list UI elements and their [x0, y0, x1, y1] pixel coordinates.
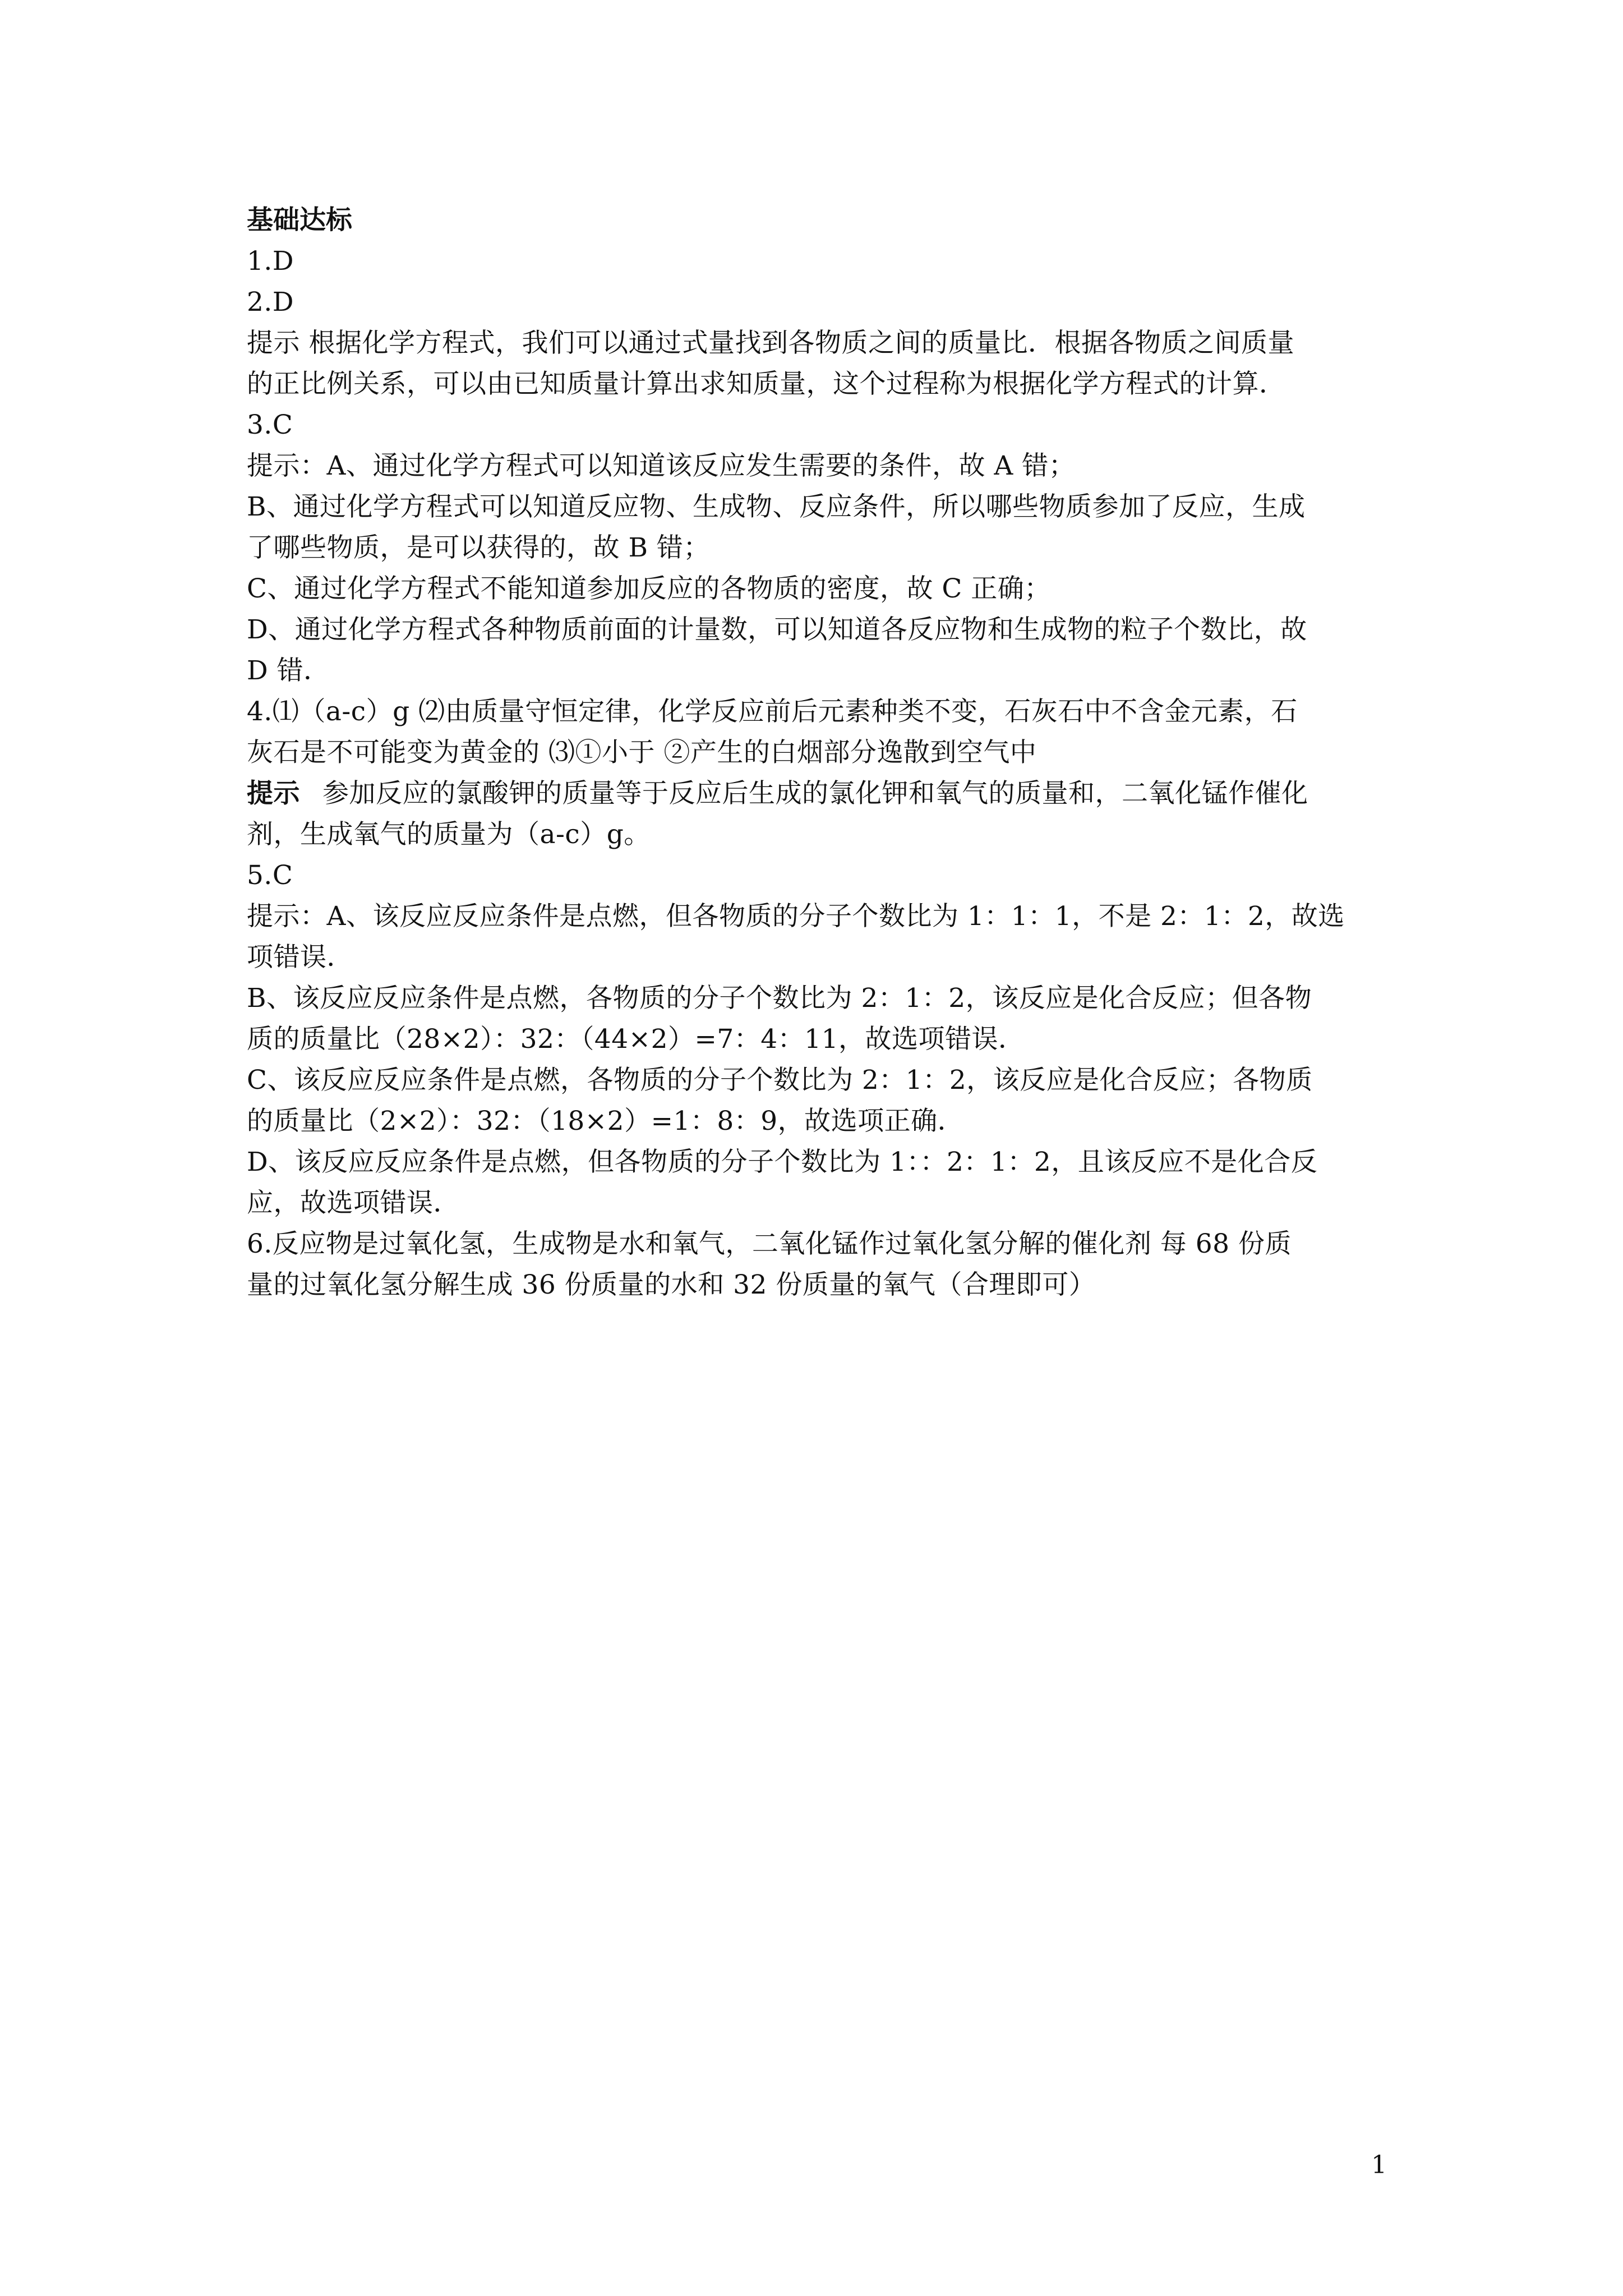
answer-line-3: 3.C [247, 409, 293, 440]
answer-line-5: 5.C [247, 860, 293, 891]
answer-line-1: 1.D [247, 246, 294, 277]
hint-line-3b: B、通过化学方程式可以知道反应物、生成物、反应条件，所以哪些物质参加了反应，生成 [247, 491, 1306, 522]
hint-line-5e: C、该反应反应条件是点燃，各物质的分子个数比为 2：1：2，该反应是化合反应；各物质 [247, 1065, 1313, 1096]
answer-content [247, 200, 1402, 1305]
hint-label: 提示 [247, 778, 300, 809]
hint-line-5f: 的质量比（2×2）：32：（18×2）=1：8：9，故选项正确． [247, 1106, 965, 1137]
hint-line-3a: 提示：A、通过化学方程式可以知道该反应发生需要的条件，故 A 错； [247, 450, 1076, 481]
answer-line-4a: 4.⑴（a-c）g ⑵由质量守恒定律，化学反应前后元素种类不变，石灰石中不含金元素，石 [247, 696, 1298, 727]
hint-line-5c: B、该反应反应条件是点燃，各物质的分子个数比为 2：1：2，该反应是化合反应；但各物 [247, 983, 1312, 1014]
hint-line-5a: 提示：A、该反应反应条件是点燃，但各物质的分子个数比为 1：1：1，不是 2：1：2，故选 [247, 901, 1345, 932]
page-number: 1 [1371, 2151, 1387, 2179]
answer-line-2: 2.D [247, 287, 294, 318]
hint-line-5d: 质的质量比（28×2）：32：（44×2）=7：4：11，故选项错误． [247, 1024, 1025, 1055]
hint-text-4a: 参加反应的氯酸钾的质量等于反应后生成的氯化钾和氧气的质量和，二氧化锰作催化 [322, 778, 1308, 809]
hint-line-5h: 应，故选项错误． [247, 1188, 460, 1218]
answer-line-4b: 灰石是不可能变为黄金的 ⑶①小于 ②产生的白烟部分逸散到空气中 [247, 737, 1037, 768]
hint-line-3e: D、通过化学方程式各种物质前面的计量数，可以知道各反应物和生成物的粒子个数比，故 [247, 614, 1307, 645]
hint-line-2b: 的正比例关系，可以由已知质量计算出求知质量，这个过程称为根据化学方程式的计算． [247, 369, 1286, 399]
answer-line-6a: 6.反应物是过氧化氢，生成物是水和氧气，二氧化锰作过氧化氢分解的催化剂 每 68 份质 [247, 1228, 1292, 1259]
hint-line-3d: C、通过化学方程式不能知道参加反应的各物质的密度，故 C 正确； [247, 573, 1051, 604]
answer-line-6b: 量的过氧化氢分解生成 36 份质量的水和 32 份质量的氧气（合理即可） [247, 1269, 1096, 1300]
hint-line-5b: 项错误． [247, 942, 353, 973]
hint-line-3f: D 错． [247, 655, 330, 686]
hint-line-3c: 了哪些物质，是可以获得的，故 B 错； [247, 532, 710, 563]
hint-line-5g: D、该反应反应条件是点燃，但各物质的分子个数比为 1：：2：1：2，且该反应不是化合反 [247, 1147, 1318, 1177]
hint-line-2a: 提示 根据化学方程式，我们可以通过式量找到各物质之间的质量比．根据各物质之间质量 [247, 328, 1294, 358]
hint-line-4a [247, 773, 1402, 814]
hint-line-4b: 剂，生成氧气的质量为（a-c）g。 [247, 819, 651, 850]
section-title: 基础达标 [247, 205, 352, 236]
